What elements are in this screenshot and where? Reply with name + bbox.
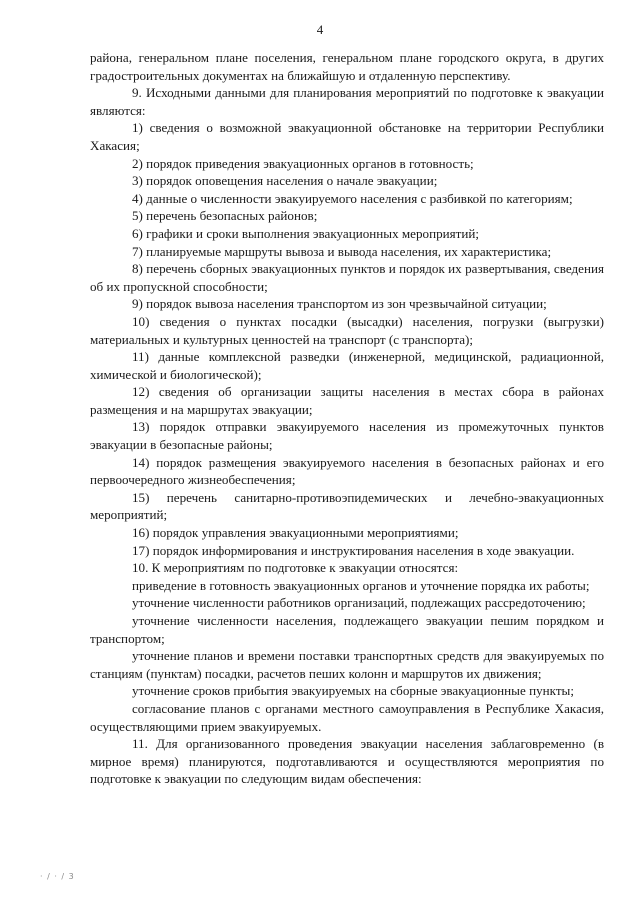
body-text — [90, 49, 604, 788]
list-item-6: 6) графики и сроки выполнения эвакуационных мероприятий; — [132, 225, 480, 241]
list-item-7: 7) планируемые маршруты вывоза и вывода населения, их характеристика; — [132, 243, 552, 259]
list-item-8: 8) перечень сборных эвакуационных пунктов и порядок их развертывания, сведения об их пропускной способности; — [90, 261, 604, 294]
measure-item: уточнение численности работников организаций, подлежащих рассредоточению; — [132, 595, 586, 611]
list-item-15: 15) перечень санитарно-противоэпидемических и лечебно-эвакуационных мероприятий; — [90, 489, 604, 523]
list-item-5: 5) перечень безопасных районов; — [132, 208, 318, 224]
list-item-13: 13) порядок отправки эвакуируемого населения из промежуточных пунктов эвакуации в безопасные районы; — [90, 419, 604, 453]
paragraph-item-9: 9. Исходными данными для планирования мероприятий по подготовке к эвакуации являются: — [90, 85, 604, 118]
list-item-4: 4) данные о численности эвакуируемого населения с разбивкой по категориям; — [132, 190, 573, 206]
list-item-9: 9) порядок вывоза населения транспортом из зон чрезвычайной ситуации; — [132, 296, 547, 312]
list-item-3: 3) порядок оповещения населения о начале эвакуации; — [132, 173, 438, 189]
paragraph-item-10: 10. К мероприятиям по подготовке к эвакуации относятся: — [132, 560, 459, 576]
paragraph-item-11: 11. Для организованного проведения эвакуации населения заблаговременно (в мирное время) планируются, подготавливаются и осуществляются мероприятия по подготовке к эвакуации по следующим видам обеспечения: — [90, 736, 604, 787]
list-item-11: 11) данные комплексной разведки (инженерной, медицинской, радиационной, химической и биологической); — [90, 349, 604, 382]
measure-item: уточнение сроков прибытия эвакуируемых на сборные эвакуационные пункты; — [132, 683, 574, 699]
list-item-14: 14) порядок размещения эвакуируемого населения в безопасных районах и его первоочередного жизнеобеспечения; — [90, 454, 604, 488]
list-item-10: 10) сведения о пунктах посадки (высадки) населения, погрузки (выгрузки) материальных и культурных ценностей на транспорт (с транспорта); — [90, 313, 604, 347]
paragraph-continuation: района, генеральном плане поселения, генеральном плане городского округа, в других градостроительных документах на ближайшую и отдаленную перспективу. — [90, 50, 604, 83]
measure-item: приведение в готовность эвакуационных органов и уточнение порядка их работы; — [132, 577, 590, 593]
measure-item: уточнение численности населения, подлежащего эвакуации пешим порядком и транспортом; — [90, 613, 604, 646]
measure-item: согласование планов с органами местного самоуправления в Республике Хакасия, осуществляющими прием эвакуируемых. — [90, 700, 604, 734]
page-number: 4 — [316, 22, 324, 37]
list-item-16: 16) порядок управления эвакуационными мероприятиями; — [132, 525, 459, 541]
list-item-12: 12) сведения об организации защиты населения в местах сбора в районах размещения и на маршрутах эвакуации; — [90, 384, 604, 417]
footer-mark: · / · / 3 — [40, 872, 75, 881]
list-item-2: 2) порядок приведения эвакуационных органов в готовность; — [132, 155, 474, 171]
measure-item: уточнение планов и времени поставки транспортных средств для эвакуируемых по станциям (пунктам) посадки, расчетов пеших колонн и маршрутов их движения; — [90, 648, 604, 681]
list-item-17: 17) порядок информирования и инструктирования населения в ходе эвакуации. — [132, 542, 575, 558]
list-item-1: 1) сведения о возможной эвакуационной обстановке на территории Республики Хакасия; — [90, 120, 604, 153]
